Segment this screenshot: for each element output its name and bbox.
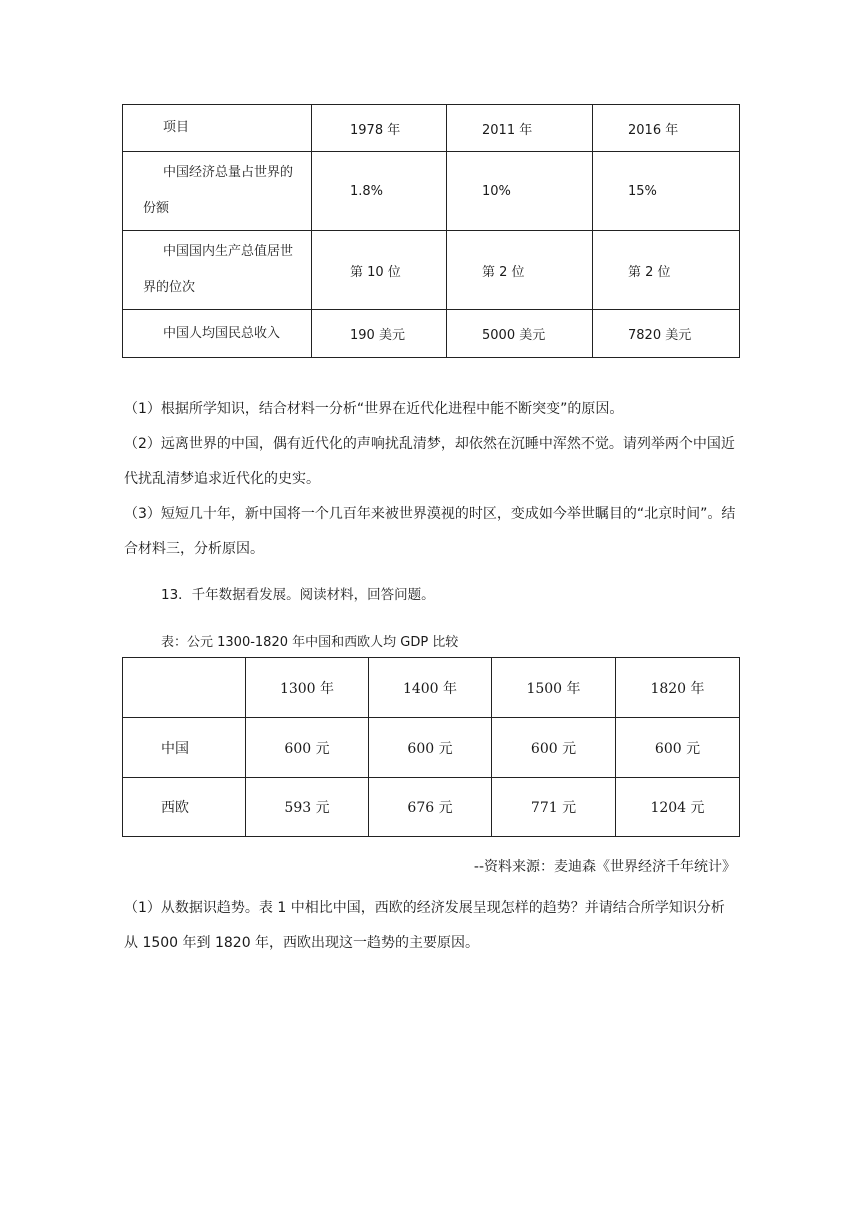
row-label: 中国国内生产总值居世界的位次 <box>123 231 312 310</box>
question-13-title: 13．千年数据看发展。阅读材料，回答问题。 <box>161 587 435 603</box>
row-label: 西欧 <box>123 778 246 837</box>
table-row <box>123 718 740 778</box>
table-cell: 第 2 位 <box>593 231 740 310</box>
table-economic-data <box>122 104 740 358</box>
header-cell-1820: 1820 年 <box>616 658 740 718</box>
table-row <box>123 310 740 358</box>
header-cell-1500: 1500 年 <box>492 658 616 718</box>
table-cell: 1204 元 <box>616 778 740 837</box>
table-caption: 表：公元 1300-1820 年中国和西欧人均 GDP 比较 <box>161 635 459 650</box>
question-2: （2）远离世界的中国，偶有近代化的声响扰乱清梦，却依然在沉睡中浑然不觉。请列举两个中国近代扰乱清梦追求近代化的史实。 <box>124 436 735 487</box>
header-cell-1300: 1300 年 <box>246 658 369 718</box>
table-cell: 600 元 <box>369 718 492 778</box>
table-cell: 15% <box>593 152 740 231</box>
table-cell: 1.8% <box>312 152 447 231</box>
question-1: （1）根据所学知识，结合材料一分析“世界在近代化进程中能不断突变”的原因。 <box>124 401 624 417</box>
table-cell: 10% <box>447 152 593 231</box>
table-cell: 190 美元 <box>312 310 447 358</box>
header-cell-1400: 1400 年 <box>369 658 492 718</box>
table-cell: 5000 美元 <box>447 310 593 358</box>
table-header-row <box>123 105 740 152</box>
table-cell: 600 元 <box>246 718 369 778</box>
row-label: 中国 <box>123 718 246 778</box>
table-cell: 第 2 位 <box>447 231 593 310</box>
table-row <box>123 778 740 837</box>
source-note: --资料来源：麦迪森《世界经济千年统计》 <box>473 859 736 875</box>
table-row <box>123 152 740 231</box>
table-cell: 593 元 <box>246 778 369 837</box>
header-cell-item: 项目 <box>123 105 312 152</box>
header-cell-2016: 2016 年 <box>593 105 740 152</box>
table-cell: 7820 美元 <box>593 310 740 358</box>
header-cell-1978: 1978 年 <box>312 105 447 152</box>
table-header-row <box>123 658 740 718</box>
header-cell-empty <box>123 658 246 718</box>
row-label: 中国经济总量占世界的份额 <box>123 152 312 231</box>
header-cell-2011: 2011 年 <box>447 105 593 152</box>
table-cell: 第 10 位 <box>312 231 447 310</box>
table-row <box>123 231 740 310</box>
question-13-1: （1）从数据识趋势。表 1 中相比中国，西欧的经济发展呈现怎样的趋势？并请结合所学知识分析从 1500 年到 1820 年，西欧出现这一趋势的主要原因。 <box>124 900 725 951</box>
question-3: （3）短短几十年，新中国将一个几百年来被世界漠视的时区，变成如今举世瞩目的“北京时间”。结合材料三，分析原因。 <box>124 506 736 557</box>
row-label: 中国人均国民总收入 <box>123 310 312 358</box>
table-cell: 771 元 <box>492 778 616 837</box>
table-cell: 600 元 <box>492 718 616 778</box>
table-gdp-comparison <box>122 657 740 837</box>
table-cell: 676 元 <box>369 778 492 837</box>
table-cell: 600 元 <box>616 718 740 778</box>
